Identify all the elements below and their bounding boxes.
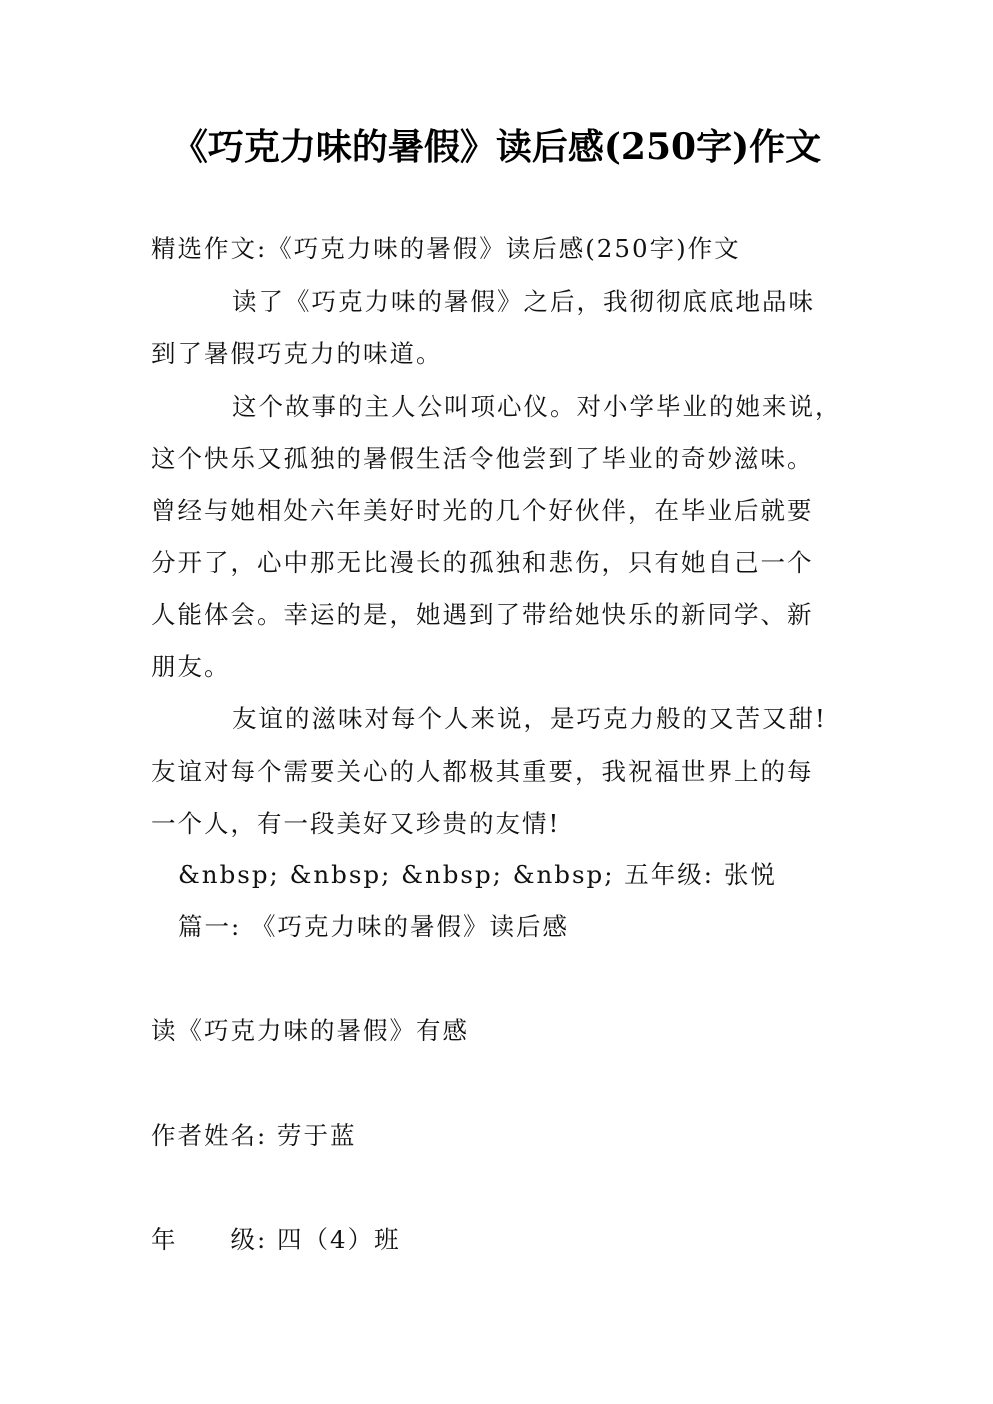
paragraph-2-line-5: 人能体会。幸运的是，她遇到了带给她快乐的新同学、新 bbox=[151, 600, 814, 629]
essay-title: 读《巧克力味的暑假》有感 bbox=[151, 1016, 469, 1045]
grade-line: 年 级: 四（4）班 bbox=[151, 1225, 401, 1254]
paragraph-2-line-6: 朋友。 bbox=[151, 652, 231, 681]
section-heading: 篇一: 《巧克力味的暑假》读后感 bbox=[178, 912, 570, 941]
paragraph-2-line-3: 曾经与她相处六年美好时光的几个好伙伴，在毕业后就要 bbox=[151, 496, 814, 525]
paragraph-1-line-2: 到了暑假巧克力的味道。 bbox=[151, 339, 443, 368]
paragraph-3-line-2: 友谊对每个需要关心的人都极其重要，我祝福世界上的每 bbox=[151, 757, 814, 786]
paragraph-2-line-2: 这个快乐又孤独的暑假生活令他尝到了毕业的奇妙滋味。 bbox=[151, 444, 814, 473]
paragraph-3-line-3: 一个人，有一段美好又珍贵的友情! bbox=[151, 809, 561, 838]
author-signature: &nbsp; &nbsp; &nbsp; &nbsp; 五年级: 张悦 bbox=[178, 860, 777, 889]
paragraph-3-line-1: 友谊的滋味对每个人来说，是巧克力般的又苦又甜! bbox=[232, 704, 827, 733]
paragraph-2-line-1: 这个故事的主人公叫项心仪。对小学毕业的她来说， bbox=[232, 392, 842, 421]
author-name-line: 作者姓名: 劳于蓝 bbox=[151, 1121, 357, 1150]
subtitle-line: 精选作文:《巧克力味的暑假》读后感(250字)作文 bbox=[151, 234, 741, 263]
paragraph-2-line-4: 分开了，心中那无比漫长的孤独和悲伤，只有她自己一个 bbox=[151, 548, 814, 577]
paragraph-1-line-1: 读了《巧克力味的暑假》之后，我彻彻底底地品味 bbox=[232, 287, 815, 316]
document-title: 《巧克力味的暑假》读后感(250字)作文 bbox=[171, 126, 822, 168]
